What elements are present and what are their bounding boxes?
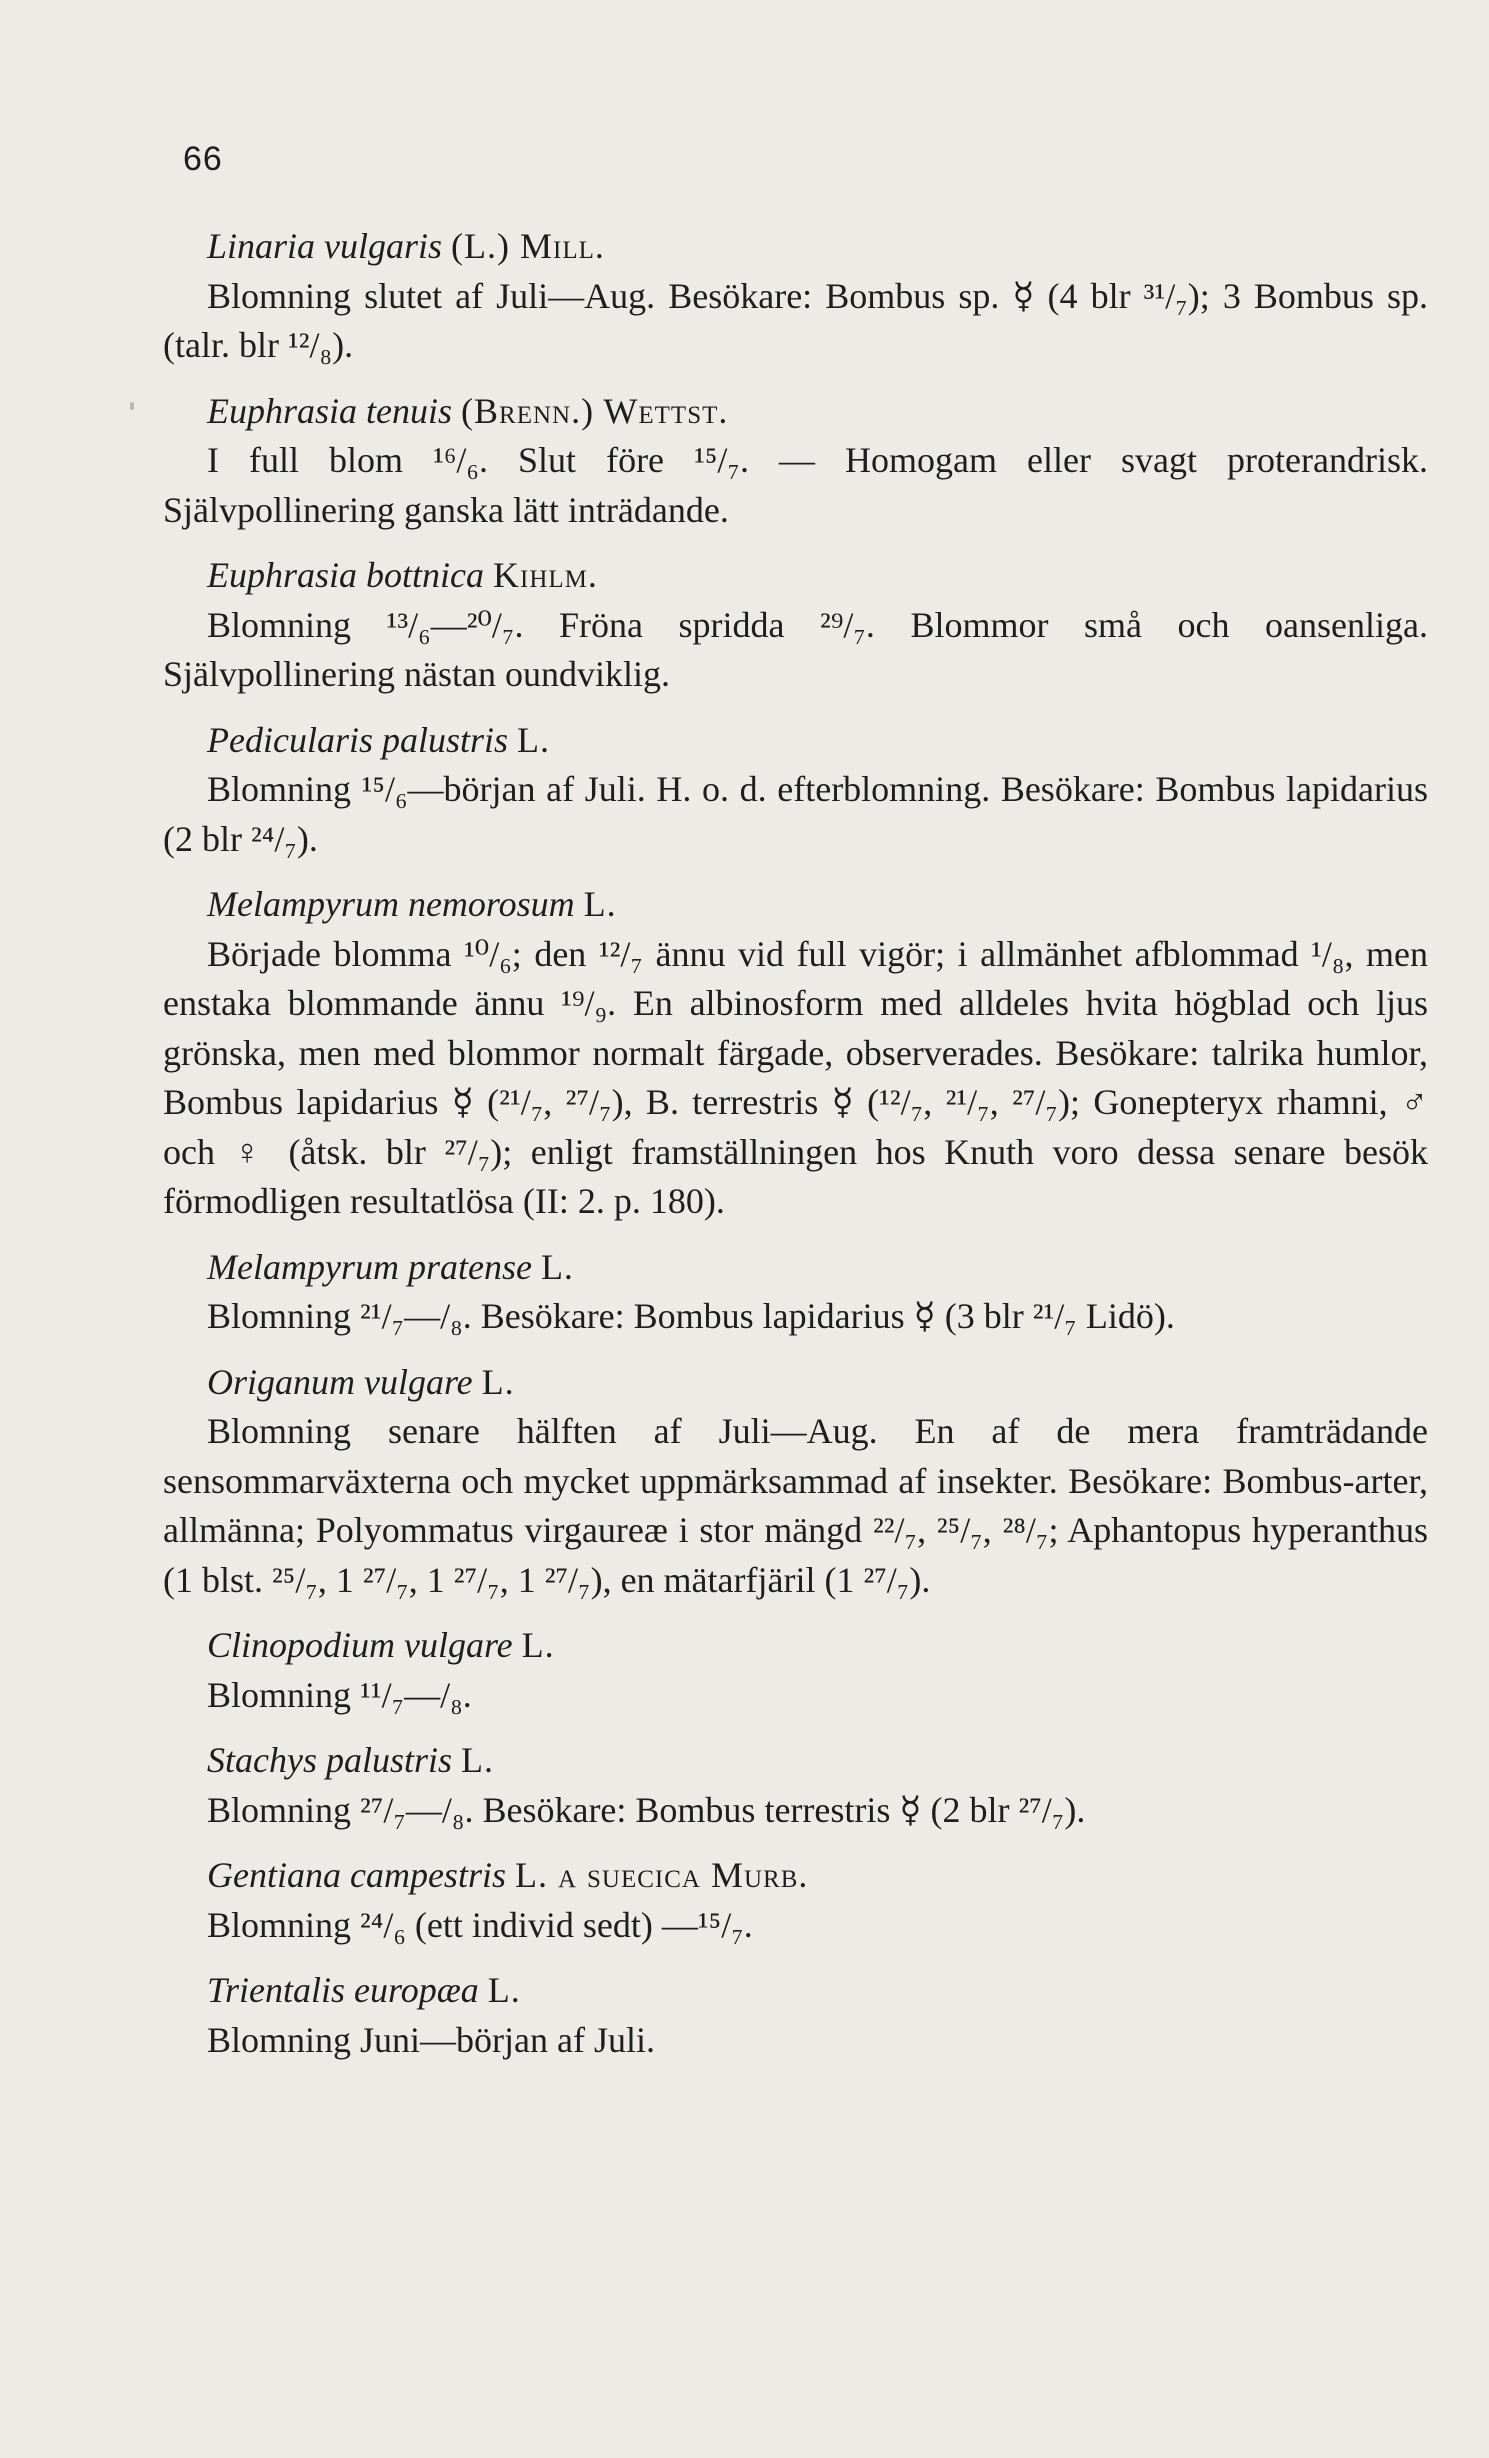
entry-melampyrum-nemorosum [163,880,1428,1227]
page-content [163,222,1428,2065]
entry-text [163,1407,1428,1605]
entry-stachys-palustris [163,1736,1428,1835]
entry-origanum-vulgare [163,1358,1428,1606]
entry-paragraph: I full blom ¹⁶/₆. Slut före ¹⁵/₇. — Homogam eller svagt proterandrisk. Självpollinering ganska lätt inträdande. [163,440,1428,530]
species-authority: L. [521,1625,555,1665]
entry-text [163,601,1428,700]
entry-heading [163,1358,1428,1408]
entry-paragraph: Blomning ²⁴/₆ (ett individ sedt) —¹⁵/₇. [207,1904,753,1945]
entry-paragraph: Blomning ¹⁵/₆—början af Juli. H. o. d. efterblomning. Besökare: Bombus lapidarius (2 blr ²⁴/₇). [163,769,1428,859]
species-name: Euphrasia bottnica [207,555,484,595]
entry-text [163,272,1428,371]
entry-linaria-vulgaris [163,222,1428,371]
entry-trientalis-europaea [163,1966,1428,2065]
entry-paragraph: Blomning slutet af Juli—Aug. Besökare: Bombus sp. ☿ (4 blr ³¹/₇); 3 Bombus sp. (talr. blr ¹²/₈). [163,275,1428,365]
species-name: Stachys palustris [207,1740,453,1780]
margin-mark [130,402,134,410]
species-authority: (Brenn.) Wettst. [461,390,729,431]
entry-heading [163,387,1428,437]
entry-heading [163,716,1428,766]
species-name: Melampyrum pratense [207,1246,532,1287]
species-name: Linaria vulgaris [207,226,443,266]
species-name: Trientalis europæa [207,1970,479,2010]
entry-heading [163,1621,1428,1671]
species-authority: L. [481,1361,515,1402]
species-authority: L. [461,1740,495,1780]
entry-paragraph: Blomning Juni—början af Juli. [207,2019,655,2060]
entry-paragraph: Började blomma ¹⁰/₆; den ¹²/₇ ännu vid full vigör; i allmänhet afblommad ¹/₈, men enstaka blommande ännu ¹⁹/₉. En albinosform med alldeles hvita högblad och ljus grönska, men med blommor normalt färgade, observerades. Besökare: talrika humlor, Bombus lapidarius ☿ (²¹/₇, ²⁷/₇), B. terrestris ☿ (¹²/₇, ²¹/₇, ²⁷/₇); Gonepteryx rhamni, ♂ och ♀ (åtsk. blr ²⁷/₇); enligt framställningen hos Knuth voro dessa senare besök förmodligen resultatlösa (II: 2. p. 180). [163,933,1428,1221]
species-authority: L. [583,884,617,924]
entry-heading [163,880,1428,930]
species-authority: L. [540,1246,574,1287]
species-name: Pedicularis palustris [207,719,509,760]
entry-heading [163,1966,1428,2016]
entry-melampyrum-pratense [163,1243,1428,1342]
species-authority: (L.) Mill. [451,226,605,266]
entry-text [163,2016,1428,2066]
entry-paragraph: Blomning ¹³/₆—²⁰/₇. Fröna spridda ²⁹/₇. Blommor små och oansenliga. Självpollinering nästan oundviklig. [163,604,1428,694]
entry-pedicularis-palustris [163,716,1428,865]
species-name: Euphrasia tenuis [207,390,453,431]
page-number: 66 [183,140,223,178]
entry-text [163,1901,1428,1951]
entry-paragraph: Blomning senare hälften af Juli—Aug. En af de mera framträdande sensommarväxterna och mycket uppmärksammad af insekter. Besökare: Bombus-arter, allmänna; Polyommatus virgaureæ i stor mängd ²²/₇, ²⁵/₇, ²⁸/₇; Aphantopus hyperanthus (1 blst. ²⁵/₇, 1 ²⁷/₇, 1 ²⁷/₇, 1 ²⁷/₇), en mätarfjäril (1 ²⁷/₇). [163,1411,1428,1600]
entry-text [163,1292,1428,1342]
entry-text [163,930,1428,1227]
entry-text [163,765,1428,864]
entry-text [163,436,1428,535]
entry-euphrasia-tenuis [163,387,1428,536]
species-authority: L. α suecica Murb. [514,1855,809,1895]
entry-paragraph: Blomning ²¹/₇—/₈. Besökare: Bombus lapidarius ☿ (3 blr ²¹/₇ Lidö). [207,1296,1175,1336]
species-name: Clinopodium vulgare [207,1625,513,1665]
entry-heading [163,551,1428,601]
entry-clinopodium-vulgare [163,1621,1428,1720]
species-name: Melampyrum nemorosum [207,884,575,924]
entry-text [163,1786,1428,1836]
species-authority: L. [517,719,551,760]
entry-paragraph: Blomning ²⁷/₇—/₈. Besökare: Bombus terrestris ☿ (2 blr ²⁷/₇). [207,1789,1086,1830]
species-name: Gentiana campestris [207,1855,506,1895]
entry-gentiana-campestris [163,1851,1428,1950]
entry-euphrasia-bottnica [163,551,1428,700]
species-name: Origanum vulgare [207,1361,473,1402]
entry-heading [163,1243,1428,1293]
entry-heading [163,1851,1428,1901]
entry-heading [163,1736,1428,1786]
species-authority: L. [487,1970,521,2010]
species-authority: Kihlm. [493,555,598,595]
entry-text [163,1671,1428,1721]
entry-paragraph: Blomning ¹¹/₇—/₈. [207,1674,472,1715]
entry-heading [163,222,1428,272]
